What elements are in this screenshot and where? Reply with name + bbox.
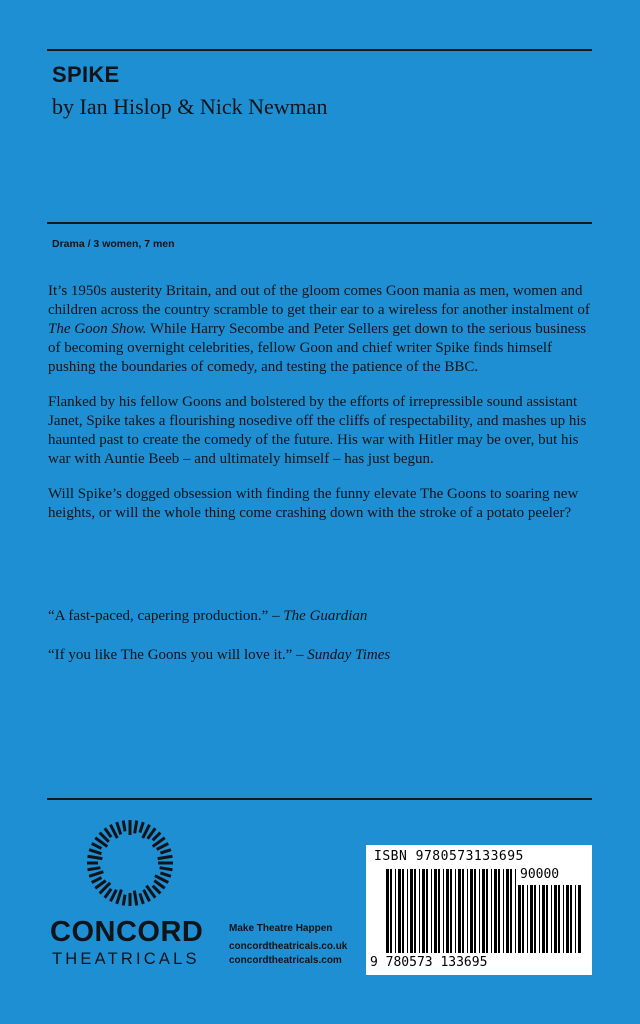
isbn-label: ISBN 9780573133695 [374,849,524,864]
publisher-url-com: concordtheatricals.com [229,955,342,966]
publisher-brand-sub: THEATRICALS [52,950,200,968]
show-title-italic: The Goon Show. [48,321,147,337]
publisher-brand: CONCORD [50,916,204,948]
book-title: SPIKE [52,62,120,87]
publisher-info [229,922,347,968]
blurb-paragraph-1: It’s 1950s austerity Britain, and out of the gloom comes Goon mania as men, women and children across the country scramble to get their ear to a wireless for another instalment of The Goon Show. While Harry Secombe and Peter Sellers get down to the serious business of becoming overnight celebrities, fellow Goon and chief writer Spike finds himself pushing the boundaries of comedy, and testing the patience of the BBC. [48,283,590,375]
top-rule [47,49,592,51]
authors-byline: by Ian Hislop & Nick Newman [52,94,328,119]
review-quote-1: “A fast-paced, capering production.” – The Guardian [48,608,368,624]
genre-cast-info: Drama / 3 women, 7 men [52,238,175,250]
blurb-paragraph-3: Will Spike’s dogged obsession with finding the funny elevate The Goons to soaring new heights, or will the whole thing come crashing down with the stroke of a potato peeler? [48,486,579,521]
price-code: 90000 [520,867,560,882]
review-source: The Guardian [283,608,368,624]
isbn-barcode [366,845,592,975]
publisher-url-uk: concordtheatricals.co.uk [229,941,348,952]
publisher-tagline: Make Theatre Happen [229,923,333,934]
review-quote-2: “If you like The Goons you will love it.” – Sunday Times [48,647,391,663]
bottom-rule [47,798,592,800]
blurb-text [48,282,596,539]
genre-rule [47,222,592,224]
blurb-paragraph-2: Flanked by his fellow Goons and bolstered by the efforts of irrepressible sound assistant Janet, Spike takes a flourishing nosedive off the cliffs of respectability, and mashes up his haunted past to create the comedy of the future. His war with Hitler may be over, but his war with Auntie Beeb – and ultimately himself – has just begun. [48,394,587,467]
barcode-digits: 9 780573 133695 [370,955,488,970]
concord-logo-icon [85,818,175,908]
review-source: Sunday Times [307,647,391,663]
